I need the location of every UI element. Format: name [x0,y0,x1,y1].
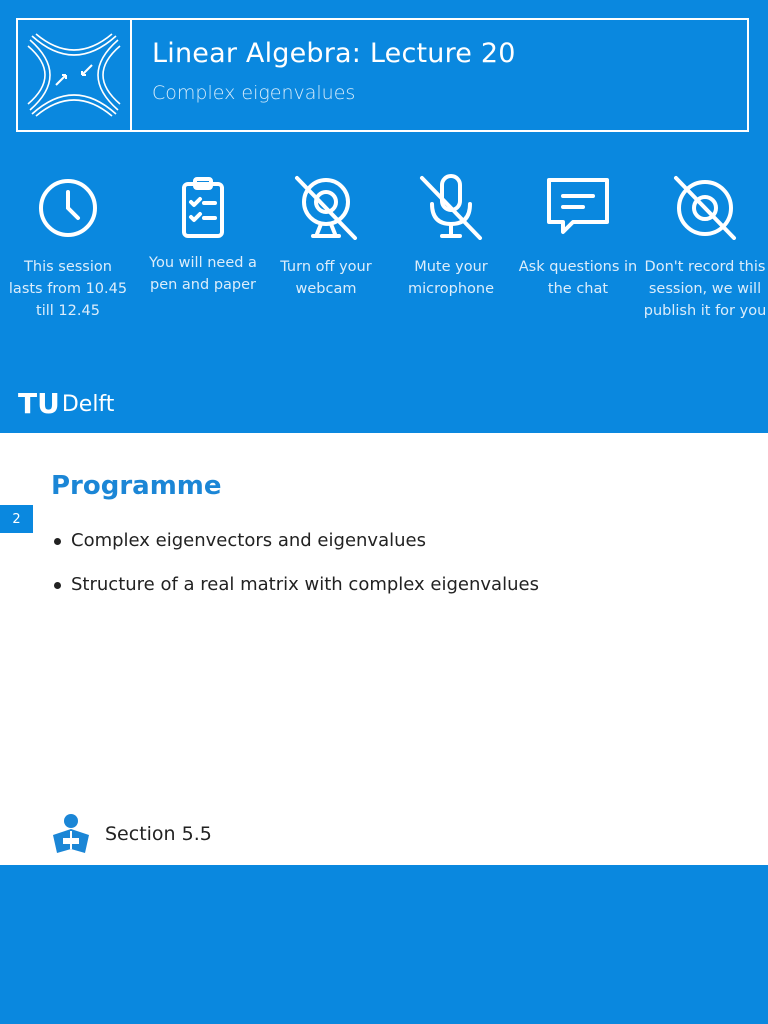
chat-icon [543,170,613,240]
lecture-subtitle: Complex eigenvalues [152,82,356,104]
section-reference [51,813,212,855]
rule-text: Don't record this session, we will publish it for you [643,259,767,319]
clipboard-icon [168,170,238,240]
list-item: Structure of a real matrix with complex eigenvalues [51,573,539,597]
list-item: Complex eigenvectors and eigenvalues [51,529,539,553]
tudelft-logo-tu: TU [18,387,60,420]
lecture-title-box [16,18,749,132]
tudelft-logo-delft: Delft [61,392,115,417]
clock-icon [33,170,103,240]
section-label: Section 5.5 [105,823,212,845]
rule-microphone [388,170,514,300]
lecture-title: Linear Algebra: Lecture 20 [152,38,516,69]
tudelft-logo [18,378,114,418]
record-off-icon [670,170,740,240]
slide-number-strip [0,433,33,865]
slide-number: 2 [0,505,33,533]
slide-content [33,433,768,865]
programme-list [51,529,539,617]
rule-webcam [263,170,389,300]
webcam-off-icon [291,170,361,240]
rule-session-time [5,170,131,322]
rule-pen-paper [140,170,266,296]
rule-text: Ask questions in the chat [518,259,638,297]
rule-text: This session lasts from 10.45 till 12.45 [8,259,128,319]
slide-heading: Programme [51,471,222,501]
rule-chat [515,170,641,300]
microphone-off-icon [416,170,486,240]
reading-person-icon [51,813,91,855]
rule-text: Turn off your webcam [280,259,372,297]
session-rules [0,170,768,360]
rule-recording [642,170,768,322]
rule-text: Mute your microphone [407,259,495,297]
lecture-logo-icon [18,20,132,130]
rule-text: You will need a pen and paper [149,255,257,293]
